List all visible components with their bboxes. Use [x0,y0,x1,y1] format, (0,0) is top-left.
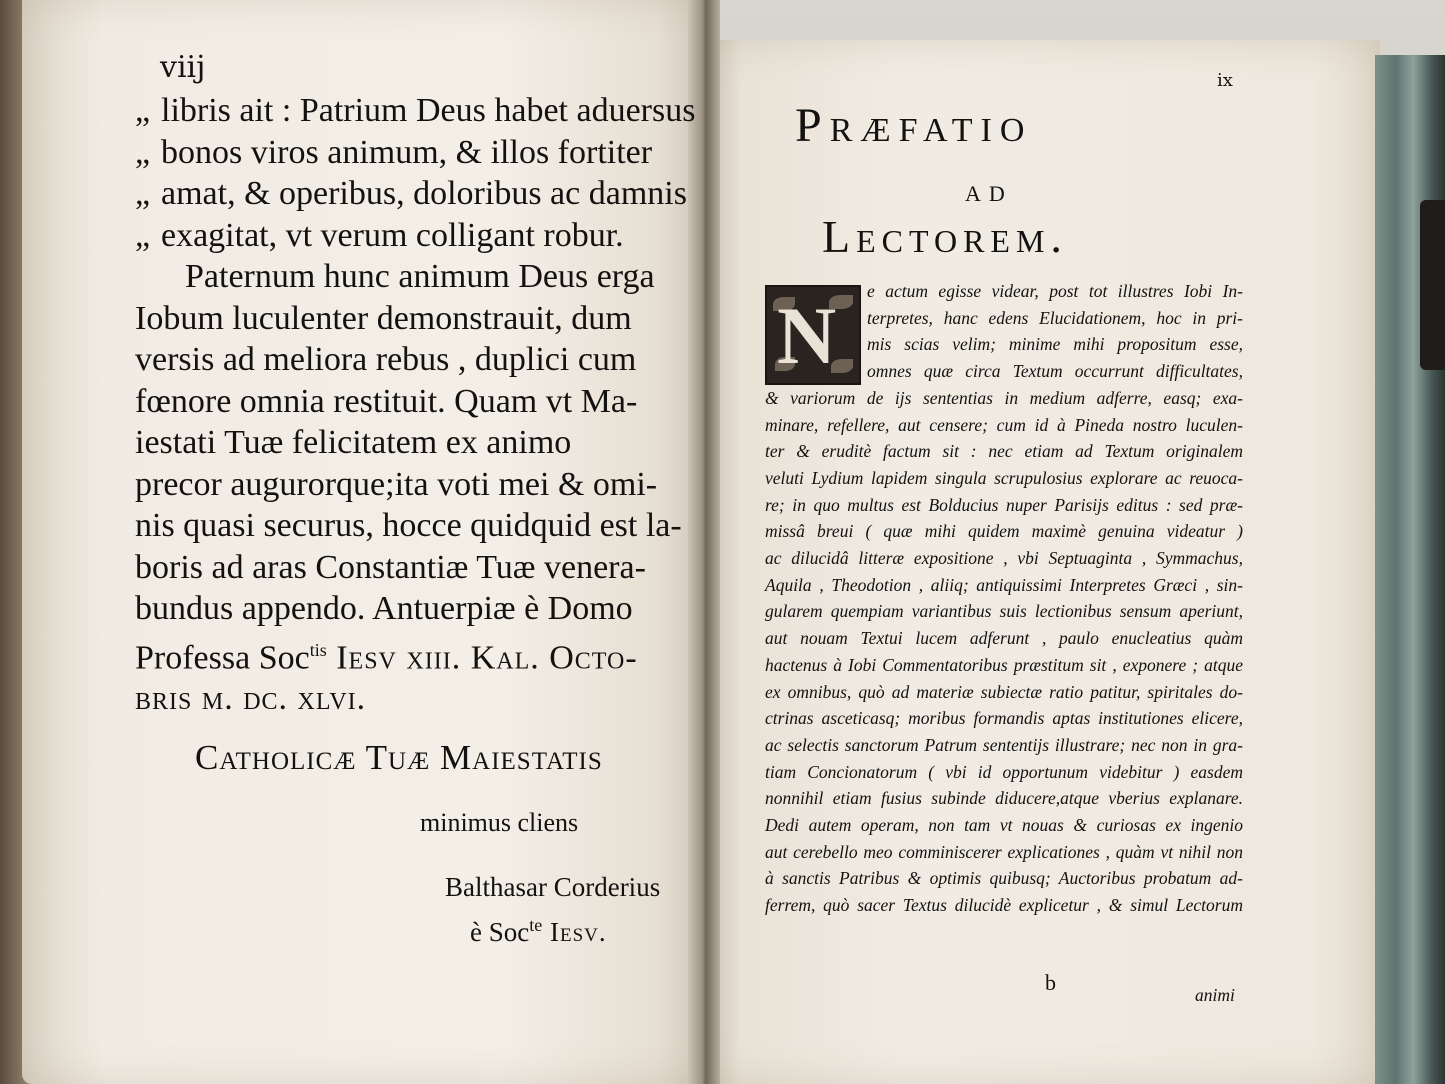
text-line: ferrem, quò sacer Textus dilucidè explicetur , & simul Lectorum [765,895,1243,916]
text-line: mis scias velim; minime mihi propositum esse, [867,334,1243,355]
text-line: ctrinas asceticasq; moribus formandis aptas institutiones elicere, [765,708,1243,729]
closing-subtitle: minimus cliens [420,808,579,837]
closing-salutation: Catholicæ Tuæ Maiestatis [195,738,603,777]
text-line: omnes quæ circa Textum occurrunt difficultates, [867,361,1243,382]
text-line: precor augurorque;ita voti mei & omi- [135,465,658,503]
text-line: e actum egisse videar, post tot illustres Iobi In- [867,281,1243,301]
text-line: aut nouam Textui lucem adferunt , paulo enucleatius quàm [765,628,1243,649]
drop-cap-letter: N [777,290,837,381]
right-page-text [765,278,1243,919]
text-line: ac dilucidâ litteræ expositione , vbi Septuaginta , Symmachus, [765,548,1243,569]
text-line: „ exagitat, vt verum colligant robur. [135,216,624,254]
text-line: Paternum hunc animum Deus erga [185,258,655,295]
text-line: tiam Concionatorum ( vbi id opportunum videbitur ) easdem [765,761,1243,782]
text-line: boris ad aras Constantiæ Tuæ venera- [135,548,646,586]
text-line: à sanctis Patribus & optimis quibusq; Auctoribus probatum ad- [765,868,1243,889]
text-line: missâ breui ( quæ mihi quidem maximè genuina videatur ) [765,521,1243,542]
book-gutter [688,0,720,1084]
text-line: Professa Soc$^{tis}$ Iesv xiii. Kal. Octo- [135,638,638,676]
text-line: re; in quo multus est Bolducius nuper Parisijs editus : sed præ- [765,494,1243,515]
text-line: gularem quempiam variantibus suis lectionibus sensum aperiunt, [765,601,1243,622]
text-line: veluti Lydium lapidem singula scrupulosius explorare ac reuoca- [765,467,1243,488]
text-line: nis quasi securus, hocce quidquid est la- [135,507,682,544]
text-line: terpretes, hanc edens Elucidationem, hoc in pri- [867,307,1243,328]
text-line: „ amat, & operibus, doloribus ac damnis [135,175,687,212]
text-line: bundus appendo. Antuerpiæ è Domo [135,590,633,627]
text-line: bris m. dc. xlvi. [135,680,367,718]
text-line: ex omnibus, quò ad materiæ subiectæ ratio patitur, spiritales do- [765,681,1243,702]
text-line: fœnore omnia restituit. Quam vt Ma- [135,382,638,420]
left-page-number: viij [160,50,206,85]
text-line: „ bonos viros animum, & illos fortiter [135,133,653,171]
text-line: „ libris ait : Patrium Deus habet aduersus [135,92,696,129]
text-line: Aquila , Theodotion , aliiq; antiquissimi Interpretes Græci , sin- [765,574,1243,595]
text-line: minare, refellere, aut censere; cum id à Pineda nostro luculen- [765,414,1243,435]
text-line: Dedi autem operam, non tam vt nouas & curiosas ex ingenio [765,815,1243,836]
signature-society: è Soc$^{te}$ Iesv. [470,915,607,947]
left-page-text [135,90,696,720]
text-line: & variorum de ijs sententias in medium adferre, easq; exa- [765,387,1243,408]
signature-name: Balthasar Corderius [445,872,661,902]
right-page-number: ix [1217,70,1233,91]
page-title-line-3: Lectorem. [822,211,1068,262]
text-line: Iobum luculenter demonstrauit, dum [135,299,632,337]
catchword: animi [1195,985,1235,1005]
page-title: Præfatio [795,99,1033,152]
signature-mark: b [1045,970,1056,995]
text-line: ter & eruditè factum sit : nec etiam ad Textum originalem [765,441,1243,462]
text-line: hactenus à Iobi Commentatoribus præstitum sit , exponere ; atque [765,654,1243,675]
text-line: aut cerebello meo comminiscerer explicationes , quàm vt nihil non [765,841,1243,862]
text-line: ac selectis sanctorum Patrum sententijs illustrare; nec non in gra- [765,734,1243,755]
text-line: iestati Tuæ felicitatem ex animo [135,424,572,461]
page-title-line-2: ad [965,172,1013,208]
text-line: nonnihil etiam fusius subinde diducere,atque vberius explanare. [765,788,1243,809]
clasp [1420,200,1445,370]
text-line: versis ad meliora rebus , duplici cum [135,341,637,378]
